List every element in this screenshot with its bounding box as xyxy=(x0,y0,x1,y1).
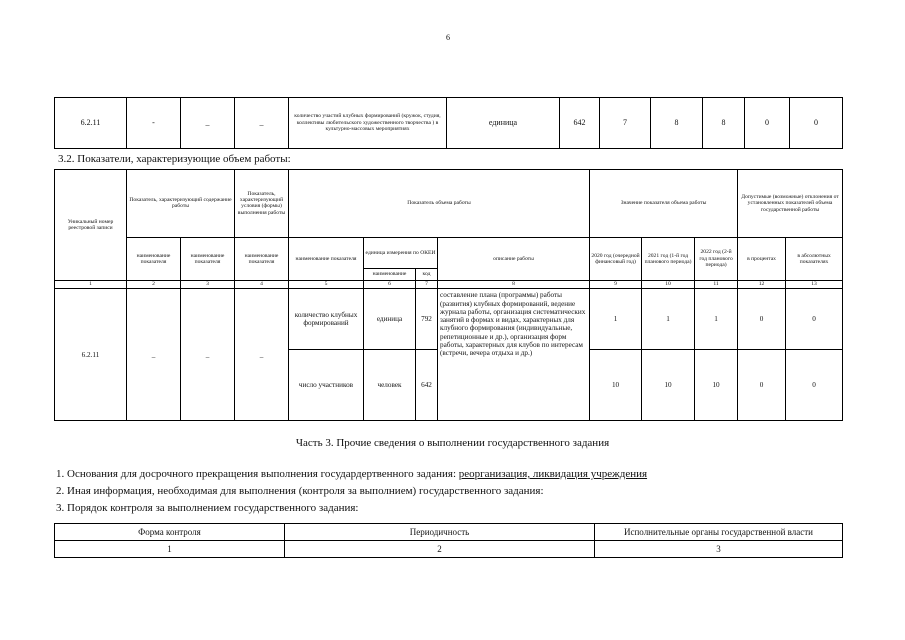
top-v2022: 8 xyxy=(703,98,745,149)
row-code: 6.2.11 xyxy=(55,289,127,421)
row-c2: _ xyxy=(127,289,181,421)
row1-v2022: 1 xyxy=(695,289,738,350)
num-13: 13 xyxy=(786,281,843,289)
item-3: 3. Порядок контроля за выполнением государственного задания: xyxy=(56,502,359,514)
row2-v2022: 10 xyxy=(695,350,738,421)
row2-v2021: 10 xyxy=(642,350,695,421)
top-v2021: 8 xyxy=(651,98,703,149)
num-2: 2 xyxy=(127,281,181,289)
row-c3: _ xyxy=(181,289,235,421)
h-name1: наименование показателя xyxy=(127,237,181,280)
row2-unit: человек xyxy=(364,350,416,421)
h-volume: Показатель объема работы xyxy=(289,170,590,238)
item-1 xyxy=(56,468,647,480)
h-y2022: 2022 год (2-й год планового периода) xyxy=(695,237,738,280)
num-6: 6 xyxy=(364,281,416,289)
num-12: 12 xyxy=(738,281,786,289)
top-v2020: 7 xyxy=(600,98,651,149)
row2-name: число участников xyxy=(289,350,364,421)
row2-code: 642 xyxy=(416,350,438,421)
control-h-organs: Исполнительные органы государственной власти xyxy=(595,524,843,541)
h-y2020: 2020 год (очередной финансовый год) xyxy=(590,237,642,280)
row2-pct: 0 xyxy=(738,350,786,421)
h-cond: Показатель, характеризующий условия (формы) выполнения работы xyxy=(235,170,289,238)
h-value: Значение показателя объема работы xyxy=(590,170,738,238)
h-abs: в абсолютных показателях xyxy=(786,237,843,280)
h-y2021: 2021 год (1-й год планового периода) xyxy=(642,237,695,280)
h-name2: наименование показателя xyxy=(181,237,235,280)
control-num-1: 1 xyxy=(55,541,285,558)
top-c4: _ xyxy=(235,98,289,149)
h-desc: описание работы xyxy=(438,237,590,280)
page-number: 6 xyxy=(446,33,450,42)
row1-abs: 0 xyxy=(786,289,843,350)
row1-unit: единица xyxy=(364,289,416,350)
item-1-value: реорганизация, ликвидация учреждения xyxy=(458,468,648,480)
control-h-form: Форма контроля xyxy=(55,524,285,541)
num-9: 9 xyxy=(590,281,642,289)
num-5: 5 xyxy=(289,281,364,289)
num-7: 7 xyxy=(416,281,438,289)
top-dev-abs: 0 xyxy=(790,98,843,149)
h-pct: в процентах xyxy=(738,237,786,280)
num-1: 1 xyxy=(55,281,127,289)
item-2: 2. Иная информация, необходимая для выполнения (контроля за выполнием) государственного задания: xyxy=(56,485,544,497)
row2-v2020: 10 xyxy=(590,350,642,421)
num-11: 11 xyxy=(695,281,738,289)
top-c2: - xyxy=(127,98,181,149)
control-table xyxy=(54,523,843,558)
row1-name: количество клубных формирований xyxy=(289,289,364,350)
section-title: 3.2. Показатели, характеризующие объем работы: xyxy=(58,153,291,165)
top-dev-pct: 0 xyxy=(745,98,790,149)
row-desc: составление плана (программы) работы (развития) клубных формирований, ведение журнала работы, организация систематических занятий в формах и видах, характерных для клубного формирования (индивидуальные, репетиционные и др.), организация форм работы, характерных для клубов по интересам (встречи, вечера отдыха и др.) xyxy=(438,289,590,421)
top-okei: 642 xyxy=(560,98,600,149)
row1-code: 792 xyxy=(416,289,438,350)
num-3: 3 xyxy=(181,281,235,289)
num-4: 4 xyxy=(235,281,289,289)
row1-v2021: 1 xyxy=(642,289,695,350)
control-num-3: 3 xyxy=(595,541,843,558)
row2-abs: 0 xyxy=(786,350,843,421)
h-unit-name: наименование xyxy=(364,268,416,280)
row-c4: _ xyxy=(235,289,289,421)
table-row xyxy=(55,289,843,350)
control-h-period: Периодичность xyxy=(285,524,595,541)
row1-v2020: 1 xyxy=(590,289,642,350)
h-name3: наименование показателя xyxy=(235,237,289,280)
h-unique: Уникальный номер реестровой записи xyxy=(55,170,127,281)
item-1-prefix: 1. Основания для досрочного прекращения выполнения государдертвенного задания: xyxy=(56,468,459,480)
row1-pct: 0 xyxy=(738,289,786,350)
h-unit: единица измерения по ОКЕИ xyxy=(364,237,438,268)
num-8: 8 xyxy=(438,281,590,289)
h-unit-code: код xyxy=(416,268,438,280)
volume-table xyxy=(54,169,843,421)
top-indicator: количество участий клубных формирований (кружок, студия, коллективы любительского художественного творчества ) в культурно-массовых мероприятиях xyxy=(289,98,447,149)
h-name4: наименование показателя xyxy=(289,237,364,280)
h-content: Показатель, характеризующий содержание работы xyxy=(127,170,235,238)
num-10: 10 xyxy=(642,281,695,289)
top-row-table xyxy=(54,97,843,149)
control-num-2: 2 xyxy=(285,541,595,558)
top-code: 6.2.11 xyxy=(55,98,127,149)
part3-title: Часть 3. Прочие сведения о выполнении государственного задания xyxy=(295,437,610,449)
h-dev: Допустимые (возможные) отклонения от установленных показателей объема государственной работы xyxy=(738,170,843,238)
top-c3: _ xyxy=(181,98,235,149)
top-unit: единица xyxy=(447,98,560,149)
